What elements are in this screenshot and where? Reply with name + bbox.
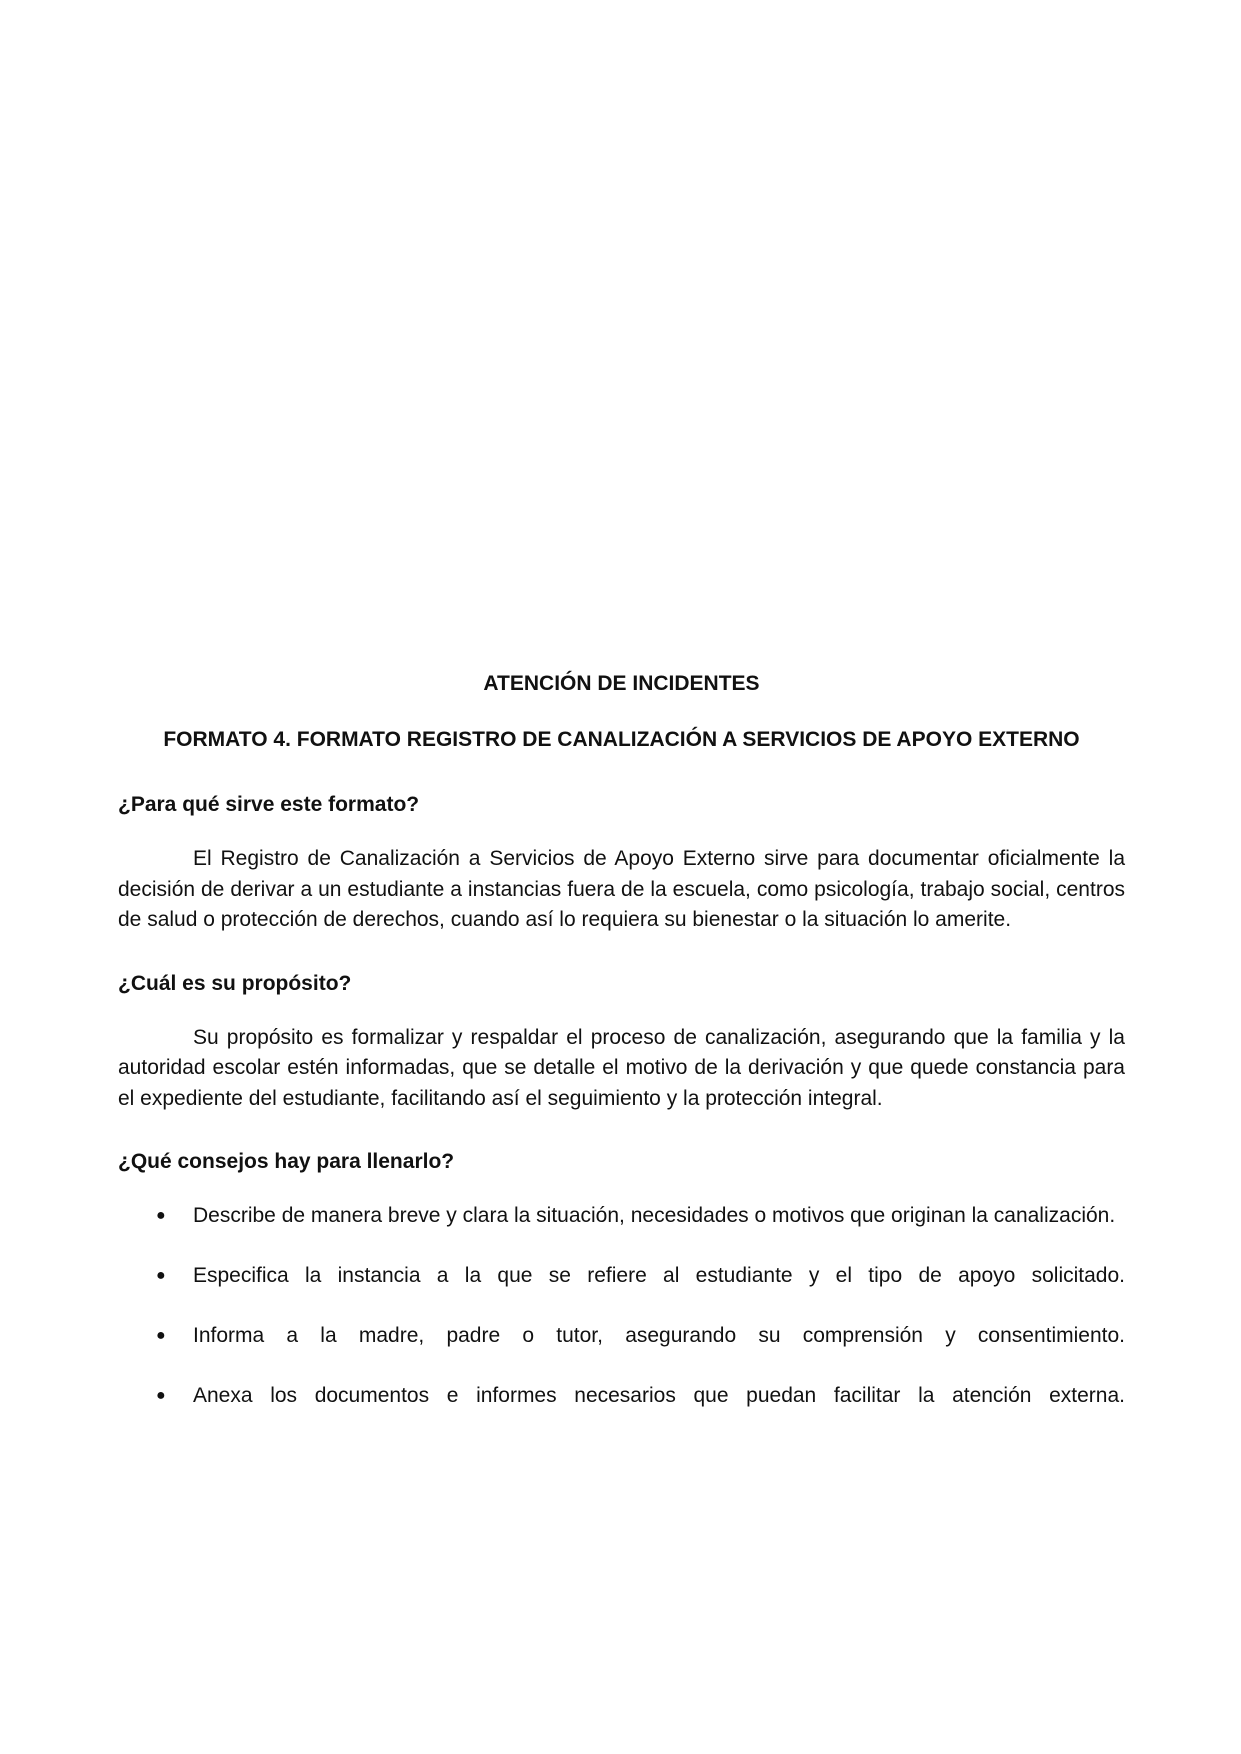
section-heading-tips: ¿Qué consejos hay para llenarlo? (118, 1150, 455, 1173)
document-subtitle: FORMATO 4. FORMATO REGISTRO DE CANALIZACIÓN A SERVICIOS DE APOYO EXTERNO (163, 728, 1080, 751)
section-paragraph-purpose-use: El Registro de Canalización a Servicios de Apoyo Externo sirve para documentar oficialmente la decisión de derivar a un estudiante a instancias fuera de la escuela, como psicología, trabajo social, centros de salud o protección de derechos, cuando así lo requiera su bienestar o la situación lo amerite. (118, 847, 1125, 931)
document-content (118, 668, 1125, 1441)
bullet-icon: ● (156, 1387, 166, 1404)
bullet-icon: ● (156, 1267, 166, 1284)
section-heading-purpose-use: ¿Para qué sirve este formato? (118, 793, 420, 816)
tip-item (118, 1381, 1125, 1411)
section-paragraph-objective: Su propósito es formalizar y respaldar el proceso de canalización, asegurando que la familia y la autoridad escolar estén informadas, que se detalle el motivo de la derivación y que quede constancia para el expediente del estudiante, facilitando así el seguimiento y la protección integral. (118, 1025, 1125, 1110)
document-title: ATENCIÓN DE INCIDENTES (483, 672, 760, 695)
section-heading-objective: ¿Cuál es su propósito? (118, 971, 352, 995)
tip-text: Informa a la madre, padre o tutor, asegurando su comprensión y consentimiento. (193, 1324, 1125, 1347)
tip-item (118, 1201, 1125, 1231)
bullet-icon: ● (156, 1327, 166, 1344)
bullet-icon: ● (156, 1207, 166, 1224)
tip-text: Anexa los documentos e informes necesarios que puedan facilitar la atención externa. (193, 1384, 1125, 1407)
tip-item (118, 1261, 1125, 1291)
tip-item (118, 1321, 1125, 1351)
tips-list (118, 1201, 1125, 1411)
tip-text: Especifica la instancia a la que se refiere al estudiante y el tipo de apoyo solicitado. (193, 1264, 1125, 1287)
tip-text: Describe de manera breve y clara la situación, necesidades o motivos que originan la canalización. (193, 1204, 1116, 1227)
